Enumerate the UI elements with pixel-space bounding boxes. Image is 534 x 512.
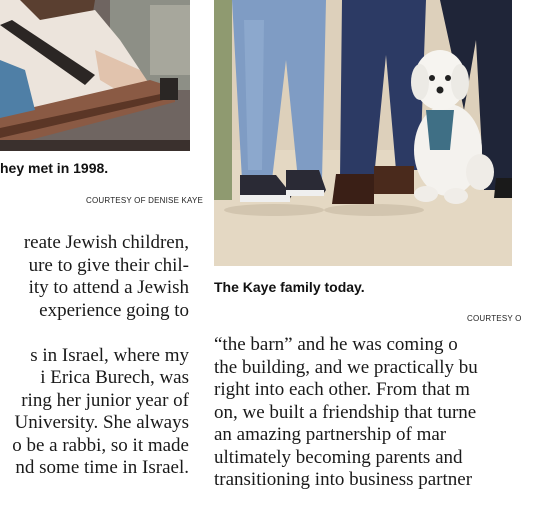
photo-credit: COURTESY OF DENISE KAYE [86, 196, 204, 205]
article-body-right [214, 334, 534, 492]
guitar-photo-image [0, 0, 190, 151]
photo-caption: hey met in 1998. [0, 160, 109, 176]
text-line: on, we built a friendship that turne [214, 401, 477, 423]
text-line: right into each other. From that m [214, 379, 470, 400]
text-line: University. She always [14, 412, 189, 433]
text-line: reate Jewish children, [23, 232, 189, 253]
text-line: experience going to [39, 299, 189, 321]
left-column [0, 0, 204, 512]
family-photo [214, 0, 512, 266]
article-body-left [0, 232, 189, 480]
text-line: ultimately becoming parents and [214, 446, 463, 468]
text-line: s in Israel, where my [30, 344, 189, 366]
text-line: an amazing partnership of mar [214, 424, 447, 445]
text-line: nd some time in Israel. [15, 457, 189, 478]
text-line: ure to give their chil- [28, 254, 189, 276]
text-line: transitioning into business partner [214, 469, 473, 490]
photo-caption: The Kaye family today. [214, 279, 365, 295]
family-photo-image [214, 0, 512, 266]
text-line: ring her junior year of [21, 389, 189, 411]
text-line: o be a rabbi, so it made [12, 434, 189, 456]
text-line: the building, and we practically bu [214, 356, 478, 378]
text-line: i Erica Burech, was [40, 367, 189, 388]
right-column [214, 0, 522, 512]
text-line: ity to attend a Jewish [28, 277, 189, 298]
guitar-photo [0, 0, 190, 151]
photo-credit: COURTESY O [467, 314, 522, 323]
text-line: “the barn” and he was coming o [214, 334, 458, 355]
text-line [0, 322, 189, 345]
